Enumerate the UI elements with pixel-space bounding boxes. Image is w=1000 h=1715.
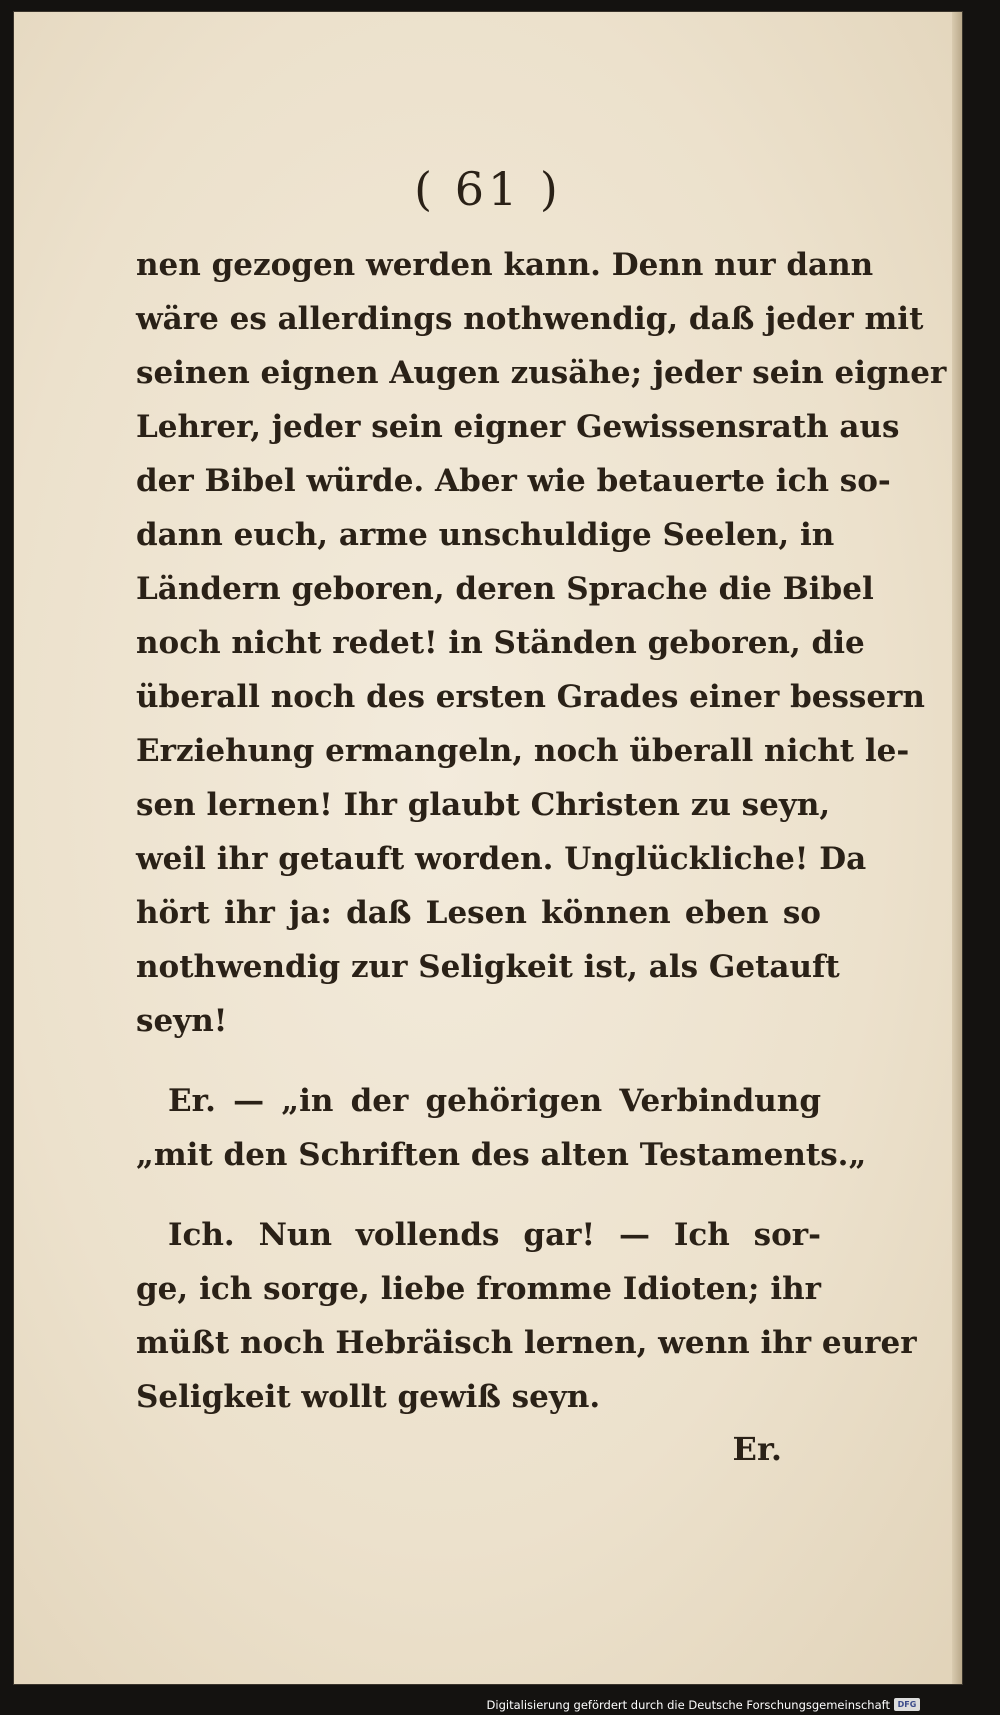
text-line: weil ihr getauft worden. Unglückliche! Da: [136, 841, 867, 877]
text-line: „mit den Schriften des alten Testaments.„: [136, 1137, 867, 1173]
text-line: wäre es allerdings nothwendig, daß jeder mit: [136, 301, 924, 337]
body-text: [136, 238, 947, 1424]
text-line: überall noch des ersten Grades einer bessern: [136, 679, 925, 715]
page-number: ( 61 ): [414, 162, 562, 216]
text-line: Erziehung ermangeln, noch überall nicht le-: [136, 733, 910, 769]
text-line: Seligkeit wollt gewiß seyn.: [136, 1379, 601, 1415]
text-line: nothwendig zur Seligkeit ist, als Getauft: [136, 949, 840, 985]
text-line: Ich. Nun vollends gar! — Ich sor-: [168, 1217, 821, 1253]
text-line: Ländern geboren, deren Sprache die Bibel: [136, 571, 874, 607]
text-line: dann euch, arme unschuldige Seelen, in: [136, 517, 835, 553]
text-line: müßt noch Hebräisch lernen, wenn ihr eurer: [136, 1325, 917, 1361]
text-line: Er. — „in der gehörigen Verbindung: [168, 1083, 821, 1119]
dfg-logo: DFG: [894, 1698, 920, 1711]
text-line: ge, ich sorge, liebe fromme Idioten; ihr: [136, 1271, 821, 1307]
text-line: hört ihr ja: daß Lesen können eben so: [136, 895, 821, 931]
text-line: der Bibel würde. Aber wie betauerte ich so-: [136, 463, 891, 499]
text-line: sen lernen! Ihr glaubt Christen zu seyn,: [136, 787, 831, 823]
catchword: Er.: [732, 1430, 782, 1468]
text-line: nen gezogen werden kann. Denn nur dann: [136, 247, 874, 283]
text-line: Lehrer, jeder sein eigner Gewissensrath aus: [136, 409, 900, 445]
page-edge: [952, 12, 962, 1684]
footer-bar: [0, 1691, 1000, 1715]
text-line: seyn!: [136, 1003, 228, 1039]
text-line: noch nicht redet! in Ständen geboren, die: [136, 625, 865, 661]
text-line: seinen eignen Augen zusähe; jeder sein eigner: [136, 355, 947, 391]
funding-notice: Digitalisierung gefördert durch die Deutsche Forschungsgemeinschaft: [486, 1698, 890, 1712]
book-page: [14, 12, 962, 1684]
